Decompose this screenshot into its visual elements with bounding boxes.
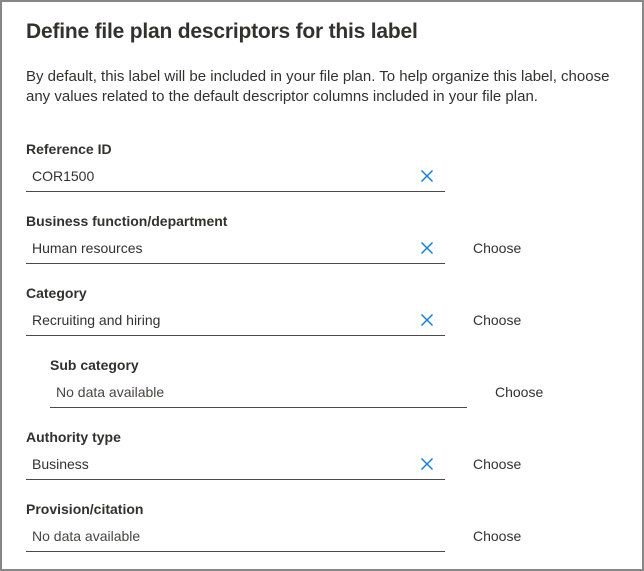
reference-id-value: COR1500 <box>32 167 95 184</box>
category-label: Category <box>26 285 87 301</box>
field-row-provision-citation <box>26 499 618 552</box>
reference-id-label: Reference ID <box>26 141 112 157</box>
sub-category-input[interactable] <box>50 376 467 408</box>
sub-category-label: Sub category <box>50 357 139 373</box>
field-row-reference-id <box>26 139 618 192</box>
choose-provision-citation-button[interactable]: Choose <box>473 528 522 544</box>
business-function-input[interactable] <box>26 232 445 264</box>
field-row-category <box>26 283 618 336</box>
provision-citation-label: Provision/citation <box>26 501 144 517</box>
descriptors-form <box>26 139 618 552</box>
clear-icon[interactable] <box>419 456 435 472</box>
sub-category-value: No data available <box>56 383 165 400</box>
choose-category-button[interactable]: Choose <box>473 312 522 328</box>
page-title: Define file plan descriptors for this label <box>26 20 418 43</box>
clear-icon[interactable] <box>419 312 435 328</box>
authority-type-input[interactable] <box>26 448 445 480</box>
provision-citation-input[interactable] <box>26 520 445 552</box>
authority-type-label: Authority type <box>26 429 121 445</box>
business-function-value: Human resources <box>32 239 143 256</box>
category-value: Recruiting and hiring <box>32 311 161 328</box>
category-input[interactable] <box>26 304 445 336</box>
choose-sub-category-button[interactable]: Choose <box>495 384 544 400</box>
field-row-sub-category <box>26 355 618 408</box>
business-function-label: Business function/department <box>26 213 228 229</box>
clear-icon[interactable] <box>419 240 435 256</box>
page-description: By default, this label will be included in your file plan. To help organize this label, choose any values related to the default descriptor columns included in your file plan. <box>26 68 610 105</box>
field-row-authority-type <box>26 427 618 480</box>
authority-type-value: Business <box>32 455 89 472</box>
reference-id-input[interactable] <box>26 160 445 192</box>
provision-citation-value: No data available <box>32 527 141 544</box>
choose-authority-type-button[interactable]: Choose <box>473 456 522 472</box>
choose-business-function-button[interactable]: Choose <box>473 240 522 256</box>
field-row-business-function <box>26 211 618 264</box>
clear-icon[interactable] <box>419 168 435 184</box>
